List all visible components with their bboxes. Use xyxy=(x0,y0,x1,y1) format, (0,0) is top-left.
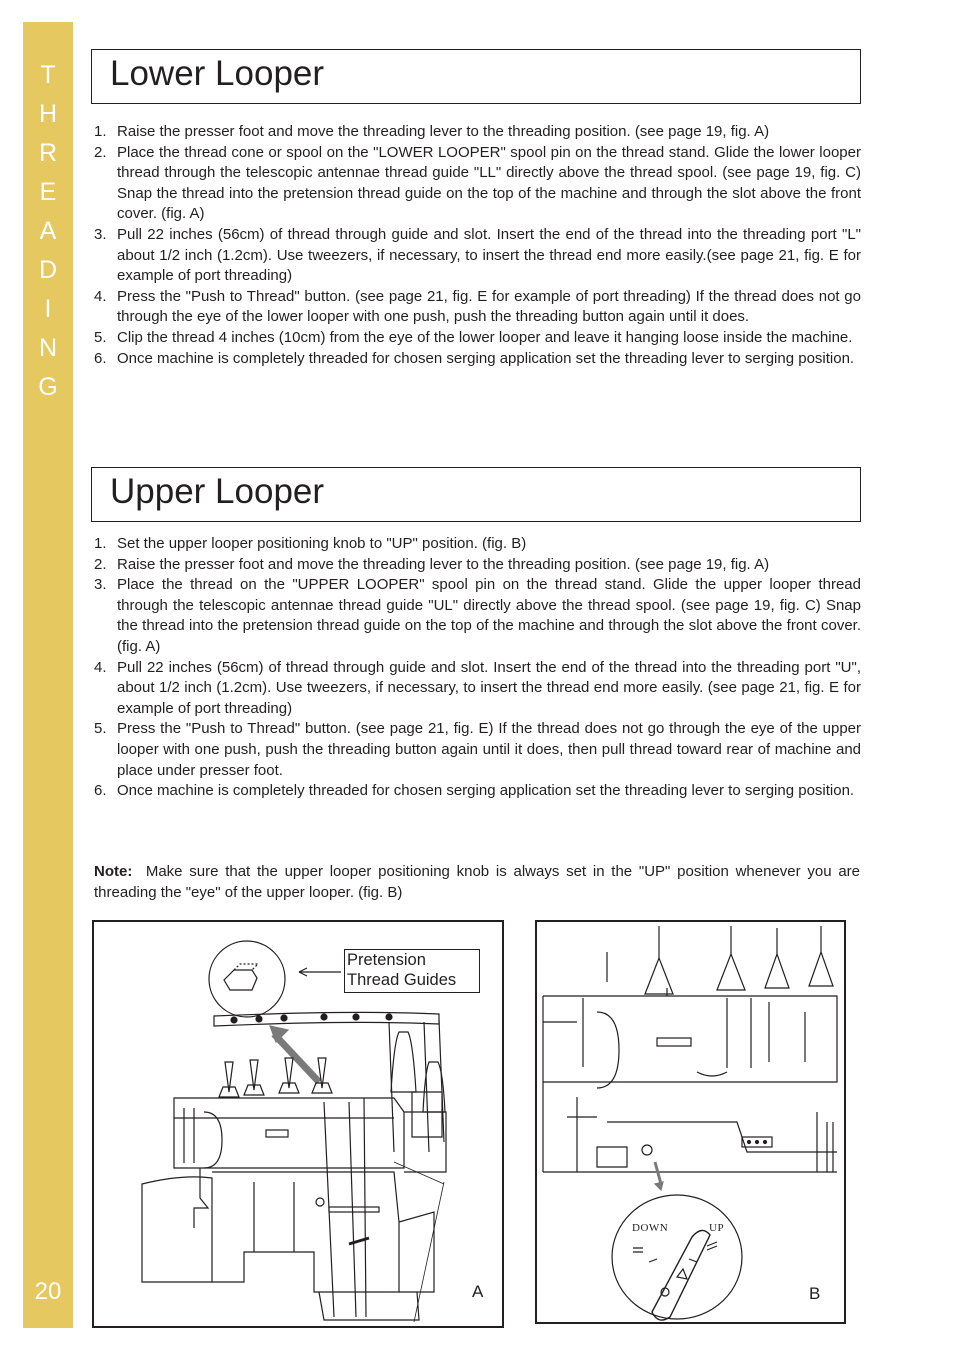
list-item: 1. Set the upper looper positioning knob to "UP" position. (fig. B) xyxy=(94,535,527,552)
list-item: 1. Raise the presser foot and move the threading lever to the threading position. (see page 19, fig. A) xyxy=(94,123,770,140)
lower-looper-heading-box xyxy=(91,49,861,104)
list-item: 4. Pull 22 inches (56cm) of thread through guide and slot. Insert the end of the thread into the threading port "U", about 1/2 inch (1.2cm). Use tweezers, if necessary, to insert the thread end more easily. (see page 21, fig. E for example of port threading) xyxy=(94,658,861,717)
list-item: 6. Once machine is completely threaded for chosen serging application set the threading lever to serging position. xyxy=(94,782,855,800)
upper-looper-title: Upper Looper xyxy=(110,472,325,511)
section-letter: I xyxy=(44,295,52,323)
figure-b xyxy=(535,920,846,1324)
section-letter: A xyxy=(39,217,57,245)
section-letter: G xyxy=(38,373,58,401)
lower-looper-steps xyxy=(94,122,861,369)
section-letter: N xyxy=(38,334,58,362)
note-label: Note: xyxy=(94,863,133,880)
section-letter: E xyxy=(39,178,57,206)
section-letter: T xyxy=(40,61,56,89)
list-item: 3. Place the thread on the "UPPER LOOPER" spool pin on the thread stand. Glide the upper looper thread through the telescopic antennae thread guide "UL" directly above the thread spool. (see page 19, fig. C) Snap the thread into the pretension thread guide on the top of the machine and through the slot above the front cover. (fig. A) xyxy=(94,576,861,655)
list-item: 2. Raise the presser foot and move the threading lever to the threading position. (see page 19, fig. A) xyxy=(94,555,770,573)
list-item: 4. Press the "Push to Thread" button. (see page 21, fig. E for example of port threading) If the thread does not go through the eye of the lower looper with one push, push the threading button again until it does. xyxy=(94,287,861,326)
knob-down-label: DOWN xyxy=(632,1222,669,1234)
upper-looper-heading-box xyxy=(91,467,861,522)
section-letter: D xyxy=(38,256,58,284)
figure-b-label: B xyxy=(809,1284,821,1303)
note-text: Make sure that the upper looper positioning knob is always set in the "UP" position whenever you are threading the "eye" of the upper looper. (fig. B) xyxy=(94,863,860,901)
upper-looper-steps xyxy=(94,534,861,802)
section-letter: H xyxy=(38,100,58,128)
pretension-callout: Pretension Thread Guides xyxy=(344,949,480,993)
figure-a xyxy=(92,920,504,1328)
section-sidebar-tab xyxy=(23,22,73,1328)
list-item: 5. Clip the thread 4 inches (10cm) from the eye of the lower looper and leave it hanging loose inside the machine. xyxy=(94,328,853,346)
list-item: 6. Once machine is completely threaded for chosen serging application set the threading lever to serging position. xyxy=(94,349,855,367)
serger-side-illustration xyxy=(537,922,844,1322)
list-item: 5. Press the "Push to Thread" button. (see page 21, fig. E) If the thread does not go through the eye of the upper looper with one push, push the threading button again until it does, then pull thread toward rear of machine and place under presser foot. xyxy=(94,720,861,779)
note-paragraph xyxy=(94,862,860,903)
list-item: 2. Place the thread cone or spool on the "LOWER LOOPER" spool pin on the thread stand. Glide the lower looper thread through the telescopic antennae thread guide "LL" directly above the thread spool. (see page 19, fig. C) Snap the thread into the pretension thread guide on the top of the machine and through the slot above the front cover. (fig. A) xyxy=(94,143,861,223)
knob-up-label: UP xyxy=(709,1222,725,1234)
lower-looper-title: Lower Looper xyxy=(110,54,325,93)
section-title-vertical xyxy=(23,56,73,407)
page-number: 20 xyxy=(34,1278,62,1305)
list-item: 3. Pull 22 inches (56cm) of thread through guide and slot. Insert the end of the thread into the threading port "L" about 1/2 inch (1.2cm). Use tweezers, if necessary, to insert the thread end more easily.(see page 21, fig. E for example of port threading) xyxy=(94,225,861,285)
figure-a-label: A xyxy=(472,1282,484,1301)
section-letter: R xyxy=(38,139,58,167)
